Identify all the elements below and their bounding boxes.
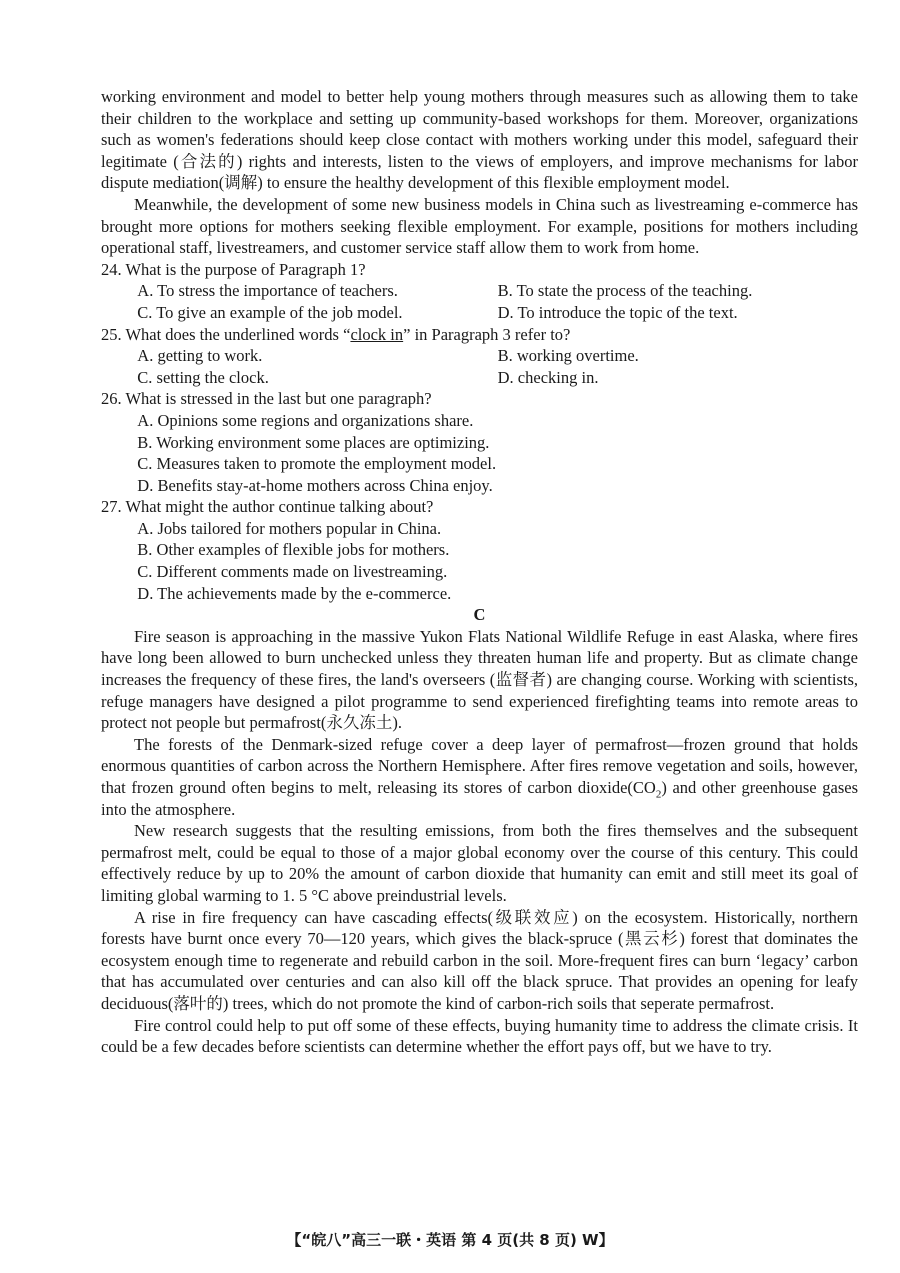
question-26: [101, 388, 858, 496]
option-b: B. To state the process of the teaching.: [497, 281, 753, 301]
option-a: A. getting to work.: [137, 346, 263, 366]
option-d: D. The achievements made by the e-commerce.: [137, 583, 452, 603]
passage-c-paragraph-2: [101, 734, 858, 820]
option-b: B. Working environment some places are optimizing.: [137, 432, 490, 452]
passage-b-paragraph: working environment and model to better help young mothers through measures such as allowing them to take their children to the workplace and setting up community-based workshops for them. Moreover, organizations such as women's federations should keep close contact with mothers working under this model, safeguard their legitimate (合法的) rights and interests, listen to the views of employers, and improve mechanisms for labor dispute mediation(调解) to ensure the healthy development of this flexible employment model.: [101, 87, 858, 193]
option-d: D. Benefits stay-at-home mothers across China enjoy.: [137, 475, 493, 495]
option-d: D. checking in.: [497, 367, 599, 387]
passage-c-paragraph-4: A rise in fire frequency can have cascading effects(级联效应) on the ecosystem. Historically, northern forests have burnt once every 70—120 years, which gives the black-spruce (黑云杉) forest that dominates the ecosystem enough time to regenerate and rebuild carbon in the soil. More-frequent fires can burn ‘legacy’ carbon that has accumulated over centuries and can also kill off the black spruce. That provides an opening for leafy deciduous(落叶的) trees, which do not promote the kind of carbon-rich soils that seperate permafrost.: [101, 907, 858, 1013]
option-b: B. working overtime.: [497, 346, 639, 366]
question-27: [101, 496, 858, 604]
passage-c-paragraph-5: Fire control could help to put off some of these effects, buying humanity time to address the climate crisis. It could be a few decades before scientists can determine whether the effort pays off, but we have to try.: [101, 1015, 858, 1057]
passage-c-paragraph-3: New research suggests that the resulting emissions, from both the fires themselves and the subsequent permafrost melt, could be equal to those of a major global economy over the course of this century. This could effectively reduce by up to 20% the amount of carbon dioxide that humanity can emit and still meet its goal of limiting global warming to 1. 5 °C above preindustrial levels.: [101, 821, 858, 905]
stem-text: 25. What does the underlined words “: [101, 324, 351, 344]
underlined-phrase: clock in: [350, 324, 404, 344]
question-24: [101, 259, 858, 324]
paragraph-text: ) and other greenhouse gases into the atmosphere.: [101, 778, 858, 819]
option-d: D. To introduce the topic of the text.: [497, 302, 738, 322]
option-c: C. To give an example of the job model.: [137, 302, 403, 322]
option-c: C. setting the clock.: [137, 367, 269, 387]
page-content: [101, 86, 858, 1058]
paragraph-text: The forests of the Denmark-sized refuge cover a deep layer of permafrost—frozen ground that holds enormous quantities of carbon across the Northern Hemisphere. After fires remove vegetation and soils, however, that frozen ground often begins to melt, releasing its stores of carbon dioxide(CO: [101, 734, 858, 797]
stem-text: ” in Paragraph 3 refer to?: [403, 324, 571, 344]
option-c: C. Different comments made on livestreaming.: [137, 562, 448, 582]
option-a: A. To stress the importance of teachers.: [137, 281, 398, 301]
question-stem: 24. What is the purpose of Paragraph 1?: [101, 259, 366, 279]
question-stem: [101, 324, 858, 346]
question-stem: 26. What is stressed in the last but one paragraph?: [101, 389, 432, 409]
question-stem: 27. What might the author continue talking about?: [101, 497, 434, 517]
option-c: C. Measures taken to promote the employment model.: [137, 454, 497, 474]
option-a: A. Jobs tailored for mothers popular in China.: [137, 518, 442, 538]
page-footer: 【“皖八”高三一联・英语 第 4 页(共 8 页) W】: [286, 1231, 614, 1249]
subscript: 2: [655, 788, 662, 801]
option-a: A. Opinions some regions and organizations share.: [137, 410, 474, 430]
section-heading: C: [473, 605, 486, 625]
question-25: [101, 324, 858, 389]
option-b: B. Other examples of flexible jobs for mothers.: [137, 540, 450, 560]
passage-c-paragraph-1: Fire season is approaching in the massive Yukon Flats National Wildlife Refuge in east Alaska, where fires have long been allowed to burn unchecked unless they threaten human life and property. But as climate change increases the frequency of these fires, the land's overseers (监督者) are changing course. Working with scientists, refuge managers have designed a pilot programme to send experienced firefighting teams into remote areas to protect not people but permafrost(永久冻土).: [101, 626, 858, 733]
passage-b-paragraph: Meanwhile, the development of some new business models in China such as livestreaming e-commerce has brought more options for mothers seeking flexible employment. For example, positions for mothers including operational staff, livestreamers, and customer service staff allow them to work from home.: [101, 194, 858, 258]
